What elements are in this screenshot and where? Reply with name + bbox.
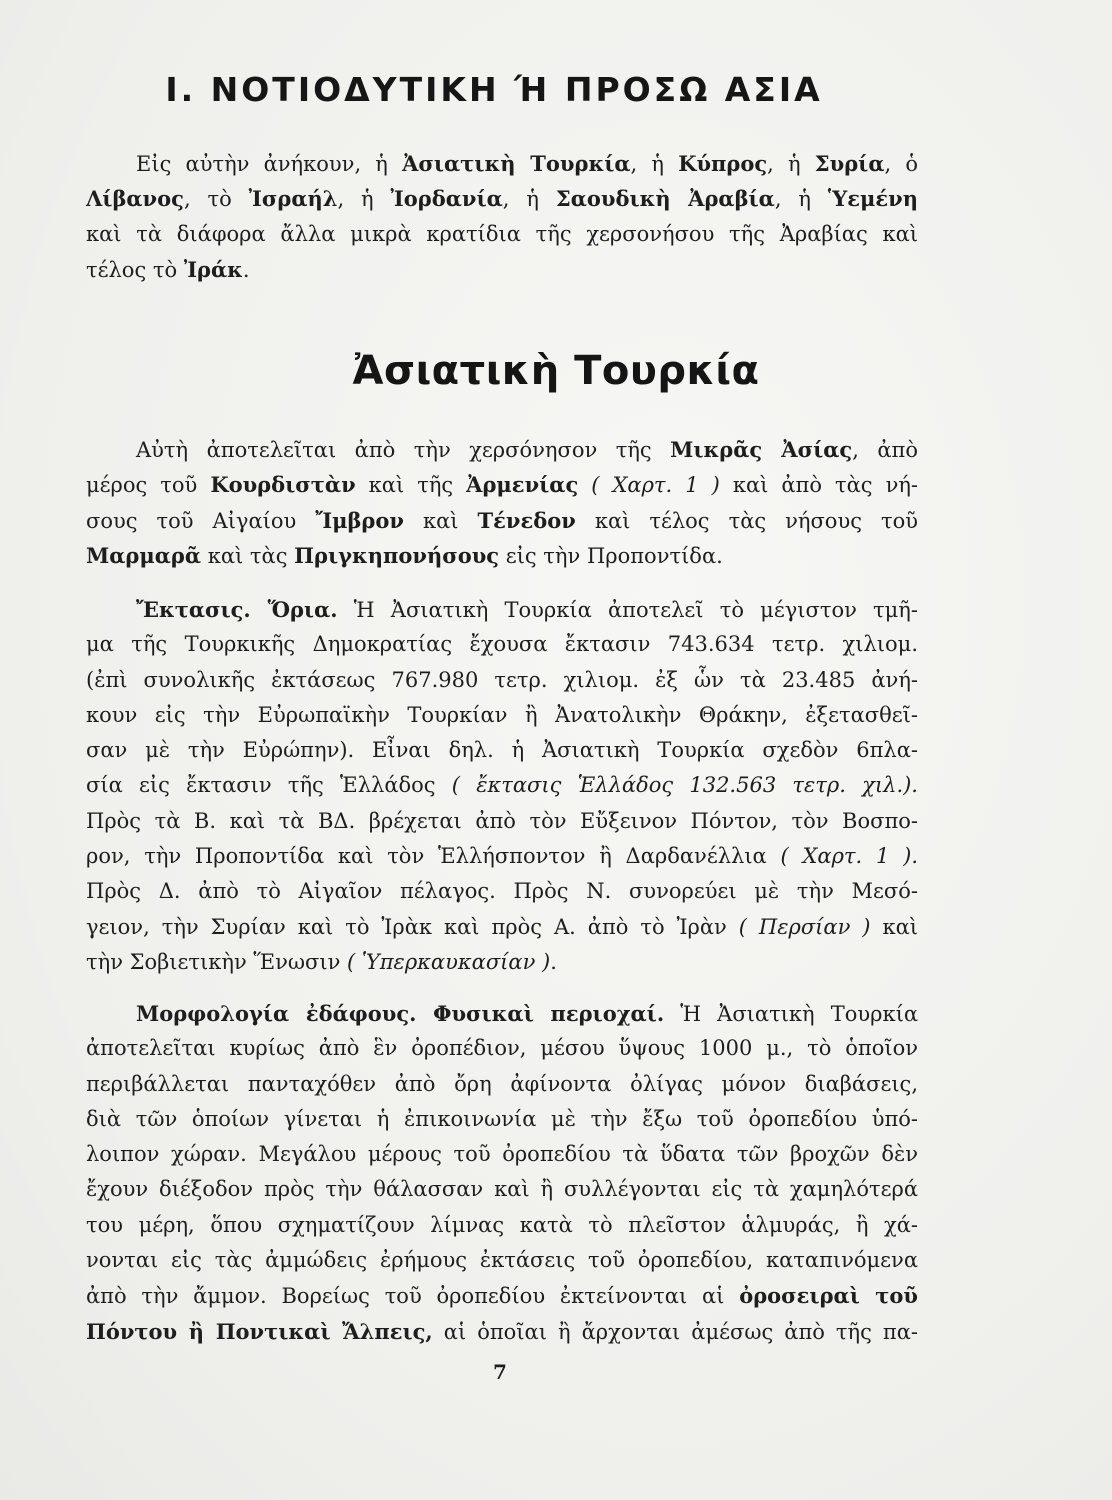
text-line: Πρὸς Δ. ἀπὸ τὸ Αἰγαῖον πέλαγος. Πρὸς Ν. συνορεύει μὲ τὴν Μεσό- bbox=[86, 879, 918, 904]
text-line: (ἐπὶ συνολικῆς ἐκτάσεως 767.980 τετρ. χιλιομ. ἐξ ὧν τὰ 23.485 ἀνή- bbox=[86, 667, 918, 692]
text-line: Μαρμαρᾶ καὶ τὰς Πριγκηπονήσους εἰς τὴν Προποντίδα. bbox=[86, 542, 723, 568]
text-line: διὰ τῶν ὁποίων γίνεται ἡ ἐπικοινωνία μὲ τὴν ἔξω τοῦ ὀροπεδίου ὑπό- bbox=[86, 1106, 918, 1131]
text-line: Πρὸς τὰ Β. καὶ τὰ ΒΔ. βρέχεται ἀπὸ τὸν Εὔξεινον Πόντον, τὸν Βοσπο- bbox=[86, 808, 918, 833]
text-line: μέρος τοῦ Κουρδιστὰν καὶ τῆς Ἀρμενίας ( Χαρτ. 1 ) καὶ ἀπὸ τὰς νή- bbox=[86, 472, 919, 498]
text-line: κουν εἰς τὴν Εὐρωπαϊκὴν Τουρκίαν ἢ Ἀνατολικὴν Θράκην, ἐξετασθεῖ- bbox=[86, 702, 918, 727]
text-line: Πόντου ἢ Ποντικαὶ Ἄλπεις, αἱ ὁποῖαι ἢ ἄρχονται ἀμέσως ἀπὸ τῆς πα- bbox=[86, 1318, 918, 1344]
extent-paragraph bbox=[86, 592, 918, 980]
text-line: νονται εἰς τὰς ἀμμώδεις ἐρήμους ἐκτάσεις τοῦ ὀροπεδίου, καταπινόμενα bbox=[86, 1248, 918, 1273]
text-line: Αὐτὴ ἀποτελεῖται ἀπὸ τὴν χερσόνησον τῆς Μικρᾶς Ἀσίας, ἀπὸ bbox=[136, 437, 918, 462]
text-line: γειον, τὴν Συρίαν καὶ τὸ Ἰρὰκ καὶ πρὸς Α. ἀπὸ τὸ Ἰρὰν ( Περσίαν ) καὶ bbox=[86, 914, 919, 939]
text-line: σία εἰς ἔκτασιν τῆς Ἑλλάδος ( ἔκτασις Ἑλλάδος 132.563 τετρ. χιλ.). bbox=[86, 773, 918, 798]
text-line: ἔχουν διέξοδον πρὸς τὴν θάλασσαν καὶ ἢ συλλέγονται εἰς τὰ χαμηλότερά bbox=[86, 1177, 918, 1202]
text-line: τὴν Σοβιετικὴν Ἕνωσιν ( Ὑπερκαυκασίαν ). bbox=[86, 949, 557, 974]
text-line: καὶ τὰ διάφορα ἄλλα μικρὰ κρατίδια τῆς χερσονήσου τῆς Ἀραβίας καὶ bbox=[86, 221, 918, 246]
text-line: Εἰς αὐτὴν ἀνήκουν, ἡ Ἀσιατικὴ Τουρκία, ἡ Κύπρος, ἡ Συρία, ὁ bbox=[136, 151, 919, 176]
text-line: Ἔκτασις. Ὅρια. Ἡ Ἀσιατικὴ Τουρκία ἀποτελεῖ τὸ μέγιστον τμῆ- bbox=[136, 597, 918, 622]
text-line: περιβάλλεται πανταχόθεν ἀπὸ ὄρη ἀφίνοντα ὀλίγας μόνον διαβάσεις, bbox=[86, 1071, 918, 1096]
text-line: ἀπὸ τὴν ἄμμον. Βορείως τοῦ ὀροπεδίου ἐκτείνονται αἱ ὀροσειραὶ τοῦ bbox=[86, 1283, 918, 1309]
text-line: Λίβανος, τὸ Ἰσραήλ, ἡ Ἰορδανία, ἡ Σαουδικὴ Ἀραβία, ἡ Ὑεμένη bbox=[86, 186, 919, 212]
text-line: μα τῆς Τουρκικῆς Δημοκρατίας ἔχουσα ἔκτασιν 743.634 τετρ. χιλιομ. bbox=[86, 632, 918, 657]
origin-paragraph bbox=[86, 432, 918, 573]
page-number: 7 bbox=[493, 1360, 507, 1384]
text-line: Μορφολογία ἐδάφους. Φυσικαὶ περιοχαί. Ἡ Ἀσιατικὴ Τουρκία bbox=[136, 1001, 918, 1026]
text-line: σους τοῦ Αἰγαίου Ἴμβρον καὶ Τένεδον καὶ τέλος τὰς νήσους τοῦ bbox=[86, 507, 919, 533]
morphology-paragraph bbox=[86, 996, 918, 1349]
intro-paragraph bbox=[86, 146, 918, 287]
text-line: σαν μὲ τὴν Εὐρώπην). Εἶναι δηλ. ἡ Ἀσιατικὴ Τουρκία σχεδὸν 6πλα- bbox=[86, 738, 918, 763]
text-line: ἀποτελεῖται κυρίως ἀπὸ ἓν ὀροπέδιον, μέσου ὕψους 1000 μ., τὸ ὁποῖον bbox=[86, 1036, 918, 1061]
text-line: ρον, τὴν Προποντίδα καὶ τὸν Ἑλλήσποντον ἢ Δαρδανέλλια ( Χαρτ. 1 ). bbox=[86, 844, 918, 869]
text-line: λοιπον χώραν. Μεγάλου μέρους τοῦ ὀροπεδίου τὰ ὕδατα τῶν βροχῶν δὲν bbox=[86, 1142, 918, 1167]
section-title: I. ΝΟΤΙΟΔΥΤΙΚΗ Ή ΠΡΟΣΩ ΑΣΙΑ bbox=[165, 70, 823, 109]
text-line: του μέρη, ὅπου σχηματίζουν λίμνας κατὰ τὸ πλεῖστον ἁλμυράς, ἢ χά- bbox=[86, 1212, 918, 1237]
text-line: τέλος τὸ Ἰράκ. bbox=[86, 256, 250, 282]
subtitle: Ἀσιατικὴ Τουρκία bbox=[352, 348, 760, 394]
